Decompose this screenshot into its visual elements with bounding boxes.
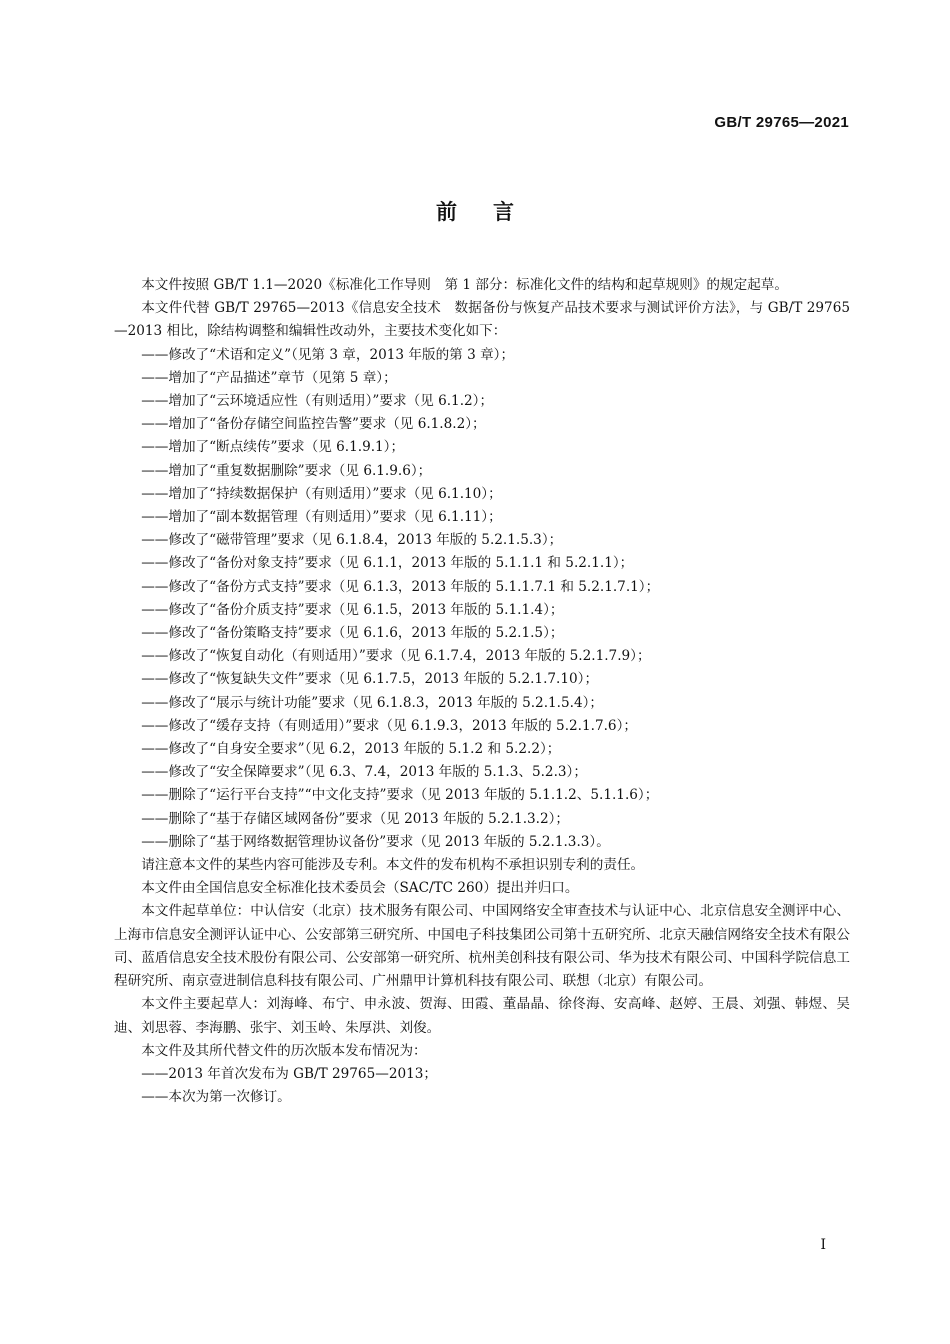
page-title: 前言 xyxy=(436,200,550,224)
list-item: ——增加了“持续数据保护（有则适用）”要求（见 6.1.10）； xyxy=(141,485,502,502)
list-item: ——删除了“基于网络数据管理协议备份”要求（见 2013 年版的 5.2.1.3.3）。 xyxy=(141,833,610,850)
list-item: ——修改了“备份介质支持”要求（见 6.1.5，2013 年版的 5.1.1.4）； xyxy=(141,601,564,618)
list-item: ——增加了“产品描述”章节（见第 5 章）； xyxy=(141,369,397,386)
proposer-statement: 本文件由全国信息安全标准化技术委员会（SAC/TC 260）提出并归口。 xyxy=(141,880,579,897)
list-item: ——修改了“展示与统计功能”要求（见 6.1.8.3，2013 年版的 5.2.1.5.4）； xyxy=(141,694,603,711)
intro-paragraph-2: 本文件代替 GB/T 29765—2013《信息安全技术 数据备份与恢复产品技术要求与测试评价方法》，与 GB/T 29765—2013 相比，除结构调整和编辑性改动外，主要技术变化如下： xyxy=(114,300,850,340)
list-item: ——修改了“恢复自动化（有则适用）”要求（见 6.1.7.4，2013 年版的 5.2.1.7.9）； xyxy=(141,648,651,665)
list-item: ——删除了“基于存储区域网备份”要求（见 2013 年版的 5.2.1.3.2）； xyxy=(141,810,570,827)
patent-notice: 请注意本文件的某些内容可能涉及专利。本文件的发布机构不承担识别专利的责任。 xyxy=(141,857,645,874)
list-item: ——修改了“术语和定义”（见第 3 章，2013 年版的第 3 章）； xyxy=(141,346,515,363)
history-item: ——本次为第一次修订。 xyxy=(141,1089,291,1106)
list-item: ——修改了“恢复缺失文件”要求（见 6.1.7.5，2013 年版的 5.2.1.7.10）； xyxy=(141,671,599,688)
intro-paragraph-1: 本文件按照 GB/T 1.1—2020《标准化工作导则 第 1 部分：标准化文件的结构和起草规则》的规定起草。 xyxy=(141,277,788,293)
history-intro: 本文件及其所代替文件的历次版本发布情况为： xyxy=(141,1042,427,1059)
history-item: ——2013 年首次发布为 GB/T 29765—2013； xyxy=(141,1065,438,1082)
drafters: 本文件主要起草人：刘海峰、布宁、申永波、贺海、田霞、董晶晶、徐佟海、安高峰、赵婷、王晨、刘强、韩煜、吴迪、刘思蓉、李海鹏、张宇、刘玉岭、朱厚洪、刘俊。 xyxy=(114,996,850,1036)
changes-list xyxy=(114,344,850,854)
list-item: ——修改了“安全保障要求”（见 6.3、7.4，2013 年版的 5.1.3、5.2.3）； xyxy=(141,764,587,781)
list-item: ——修改了“备份方式支持”要求（见 6.1.3，2013 年版的 5.1.1.7.1 和 5.2.1.7.1）； xyxy=(141,578,660,595)
list-item: ——增加了“备份存储空间监控告警”要求（见 6.1.8.2）； xyxy=(141,416,486,433)
list-item: ——增加了“云环境适应性（有则适用）”要求（见 6.1.2）； xyxy=(141,393,494,410)
list-item: ——增加了“断点续传”要求（见 6.1.9.1）； xyxy=(141,439,405,456)
list-item: ——修改了“备份策略支持”要求（见 6.1.6，2013 年版的 5.2.1.5）； xyxy=(141,625,564,642)
list-item: ——增加了“重复数据删除”要求（见 6.1.9.6）； xyxy=(141,462,432,479)
standard-code: GB/T 29765—2021 xyxy=(714,114,849,131)
list-item: ——删除了“运行平台支持”“中文化支持”要求（见 2013 年版的 5.1.1.2、5.1.1.6）； xyxy=(141,787,659,804)
page-number: I xyxy=(820,1237,826,1253)
foreword-body xyxy=(114,274,850,1109)
drafting-units: 本文件起草单位：中认信安（北京）技术服务有限公司、中国网络安全审查技术与认证中心、北京信息安全测评中心、上海市信息安全测评认证中心、公安部第三研究所、中国电子科技集团公司第十五研究所、北京天融信网络安全技术有限公司、蓝盾信息安全技术股份有限公司、公安部第一研究所、杭州美创科技有限公司、华为技术有限公司、中国科学院信息工程研究所、南京壹进制信息科技有限公司、广州鼎甲计算机科技有限公司、联想（北京）有限公司。 xyxy=(114,903,850,990)
list-item: ——修改了“自身安全要求”（见 6.2，2013 年版的 5.1.2 和 5.2.2）； xyxy=(141,741,561,758)
list-item: ——修改了“磁带管理”要求（见 6.1.8.4，2013 年版的 5.2.1.5.3）； xyxy=(141,532,563,549)
list-item: ——修改了“备份对象支持”要求（见 6.1.1，2013 年版的 5.1.1.1 和 5.2.1.1）； xyxy=(141,555,634,572)
list-item: ——修改了“缓存支持（有则适用）”要求（见 6.1.9.3，2013 年版的 5.2.1.7.6）； xyxy=(141,717,637,734)
list-item: ——增加了“副本数据管理（有则适用）”要求（见 6.1.11）； xyxy=(141,509,502,526)
